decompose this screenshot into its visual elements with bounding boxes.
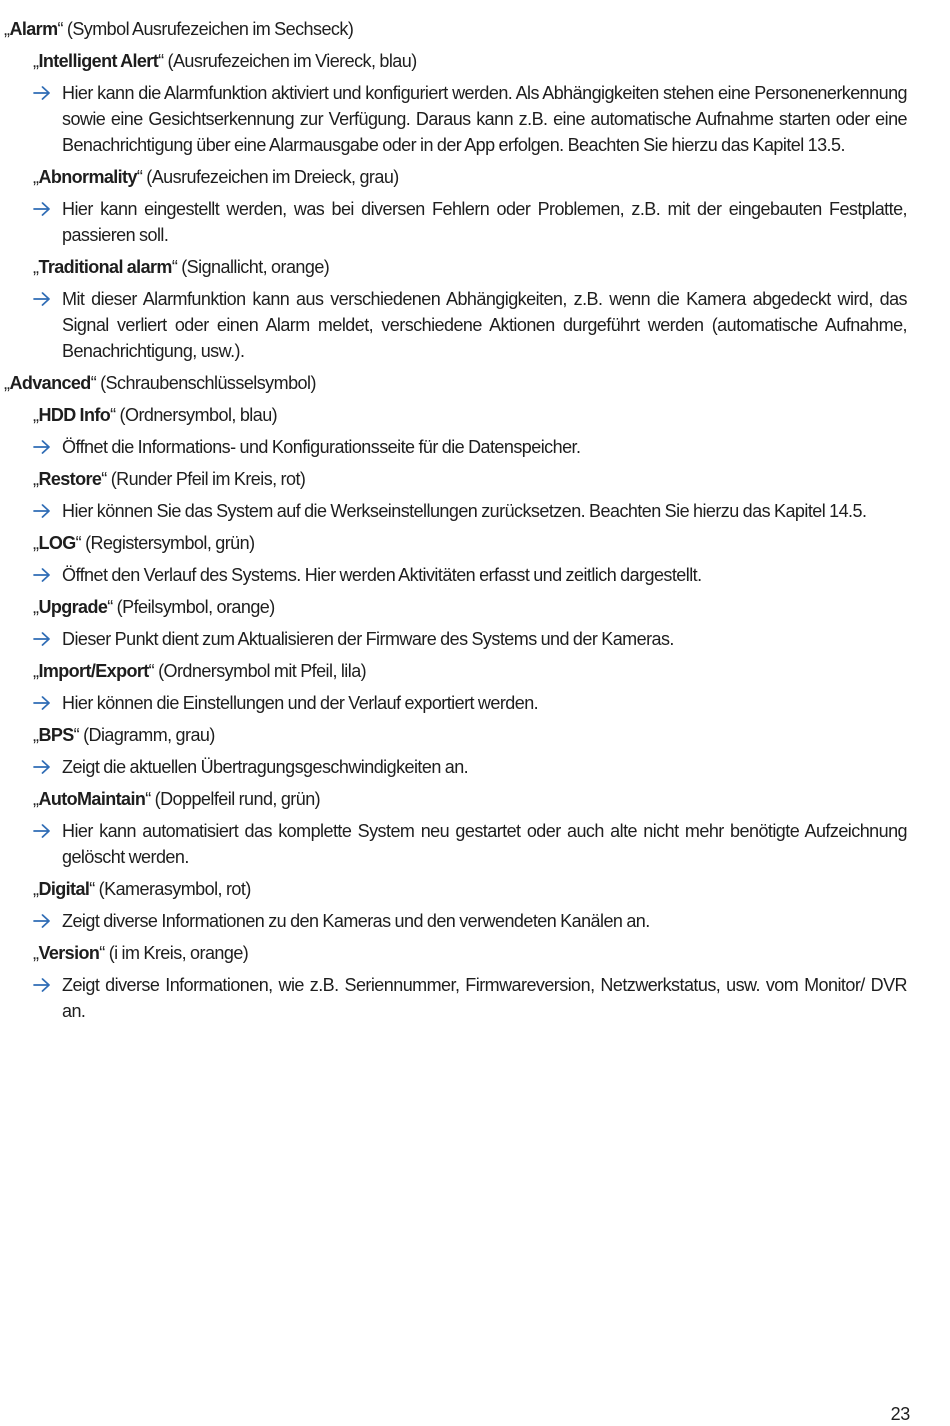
opening-quote: „ <box>4 19 10 39</box>
submenu-heading <box>4 786 907 812</box>
section-heading <box>4 16 907 42</box>
description-text: Hier können Sie das System auf die Werkseinstellungen zurücksetzen. Beachten Sie hierzu das Kapitel 14.5. <box>62 501 867 521</box>
menu-item-name: Alarm <box>9 19 58 39</box>
submenu-heading <box>4 722 907 748</box>
submenu-heading <box>4 48 907 74</box>
arrow-right-icon <box>33 568 51 582</box>
closing-quote: “ <box>107 597 113 617</box>
submenu-heading <box>4 594 907 620</box>
icon-description: (Doppelfeil rund, grün) <box>154 789 321 809</box>
arrow-right-icon <box>33 914 51 928</box>
submenu-heading <box>4 530 907 556</box>
opening-quote: „ <box>33 167 39 187</box>
submenu-heading <box>4 466 907 492</box>
submenu-heading <box>4 402 907 428</box>
menu-item-name: Intelligent Alert <box>38 51 159 71</box>
opening-quote: „ <box>33 469 39 489</box>
arrow-right-icon <box>33 696 51 710</box>
opening-quote: „ <box>33 943 39 963</box>
icon-description: (Ordnersymbol mit Pfeil, lila) <box>158 661 367 681</box>
menu-item-name: AutoMaintain <box>38 789 146 809</box>
function-description <box>4 196 907 248</box>
opening-quote: „ <box>4 373 10 393</box>
function-description <box>4 80 907 158</box>
description-text: Mit dieser Alarmfunktion kann aus verschiedenen Abhängigkeiten, z.B. wenn die Kamera abgedeckt wird, das Signal verliert oder einen Alarm meldet, verschiedene Aktionen durgeführt werden (automatische Aufnahme, Benachrichtigung, usw.). <box>62 289 907 361</box>
submenu-heading <box>4 658 907 684</box>
icon-description: (Diagramm, grau) <box>83 725 215 745</box>
opening-quote: „ <box>33 661 39 681</box>
opening-quote: „ <box>33 257 39 277</box>
function-description <box>4 286 907 364</box>
menu-item-name: LOG <box>38 533 76 553</box>
icon-description: (Ausrufezeichen im Dreieck, grau) <box>146 167 399 187</box>
description-text: Hier kann die Alarmfunktion aktiviert und konfiguriert werden. Als Abhängigkeiten stehen eine Personenerkennung sowie eine Gesichtserkennung zur Verfügung. Daraus kann z.B. eine automatische Aufnahme starten oder eine Benachrichtigung über eine Alarmausgabe oder in der App erfolgen. Beachten Sie hierzu das Kapitel 13.5. <box>62 83 907 155</box>
description-text: Dieser Punkt dient zum Aktualisieren der Firmware des Systems und der Kameras. <box>62 629 674 649</box>
icon-description: (Ausrufezeichen im Viereck, blau) <box>167 51 417 71</box>
closing-quote: “ <box>101 469 107 489</box>
submenu-heading <box>4 940 907 966</box>
opening-quote: „ <box>33 533 39 553</box>
closing-quote: “ <box>99 943 105 963</box>
closing-quote: “ <box>148 661 155 681</box>
menu-item-name: Traditional alarm <box>38 257 172 277</box>
description-text: Hier kann automatisiert das komplette System neu gestartet oder auch alte nicht mehr benötigte Aufzeichnung gelöscht werden. <box>62 821 907 867</box>
opening-quote: „ <box>33 597 39 617</box>
section-heading <box>4 370 907 396</box>
description-text: Öffnet den Verlauf des Systems. Hier werden Aktivitäten erfasst und zeitlich dargestellt. <box>62 565 702 585</box>
arrow-right-icon <box>33 202 51 216</box>
icon-description: (Registersymbol, grün) <box>85 533 255 553</box>
icon-description: (Symbol Ausrufezeichen im Sechseck) <box>66 19 354 39</box>
closing-quote: “ <box>145 789 151 809</box>
description-text: Zeigt diverse Informationen zu den Kameras und den verwendeten Kanälen an. <box>62 911 650 931</box>
function-description <box>4 434 907 460</box>
opening-quote: „ <box>33 51 39 71</box>
arrow-right-icon <box>33 978 51 992</box>
function-description <box>4 908 907 934</box>
menu-item-name: Restore <box>38 469 102 489</box>
menu-description-list <box>4 16 907 1030</box>
icon-description: (i im Kreis, orange) <box>108 943 249 963</box>
arrow-right-icon <box>33 632 51 646</box>
description-text: Zeigt diverse Informationen, wie z.B. Seriennummer, Firmwareversion, Netzwerkstatus, usw. vom Monitor/ DVR an. <box>62 975 907 1021</box>
function-description <box>4 562 907 588</box>
closing-quote: “ <box>90 373 97 393</box>
icon-description: (Pfeilsymbol, orange) <box>116 597 275 617</box>
arrow-right-icon <box>33 504 51 518</box>
function-description <box>4 690 907 716</box>
arrow-right-icon <box>33 292 51 306</box>
closing-quote: “ <box>110 405 116 425</box>
closing-quote: “ <box>136 167 143 187</box>
description-text: Zeigt die aktuellen Übertragungsgeschwindigkeiten an. <box>62 757 469 777</box>
function-description <box>4 818 907 870</box>
closing-quote: “ <box>57 19 63 39</box>
arrow-right-icon <box>33 760 51 774</box>
icon-description: (Ordnersymbol, blau) <box>119 405 278 425</box>
arrow-right-icon <box>33 440 51 454</box>
closing-quote: “ <box>171 257 178 277</box>
menu-item-name: Version <box>38 943 100 963</box>
opening-quote: „ <box>33 879 39 899</box>
description-text: Hier können die Einstellungen und der Verlauf exportiert werden. <box>62 693 539 713</box>
menu-item-name: Import/Export <box>38 661 149 681</box>
menu-item-name: BPS <box>38 725 74 745</box>
opening-quote: „ <box>33 405 39 425</box>
menu-item-name: Upgrade <box>38 597 108 617</box>
menu-item-name: HDD Info <box>38 405 111 425</box>
submenu-heading <box>4 254 907 280</box>
function-description <box>4 754 907 780</box>
description-text: Hier kann eingestellt werden, was bei diversen Fehlern oder Problemen, z.B. mit der eingebauten Festplatte, passieren soll. <box>62 199 907 245</box>
icon-description: (Runder Pfeil im Kreis, rot) <box>110 469 306 489</box>
closing-quote: “ <box>89 879 95 899</box>
page-number: 23 <box>890 1404 910 1424</box>
arrow-right-icon <box>33 824 51 838</box>
submenu-heading <box>4 876 907 902</box>
submenu-heading <box>4 164 907 190</box>
function-description <box>4 498 907 524</box>
opening-quote: „ <box>33 789 39 809</box>
icon-description: (Schraubenschlüsselsymbol) <box>100 373 316 393</box>
function-description <box>4 626 907 652</box>
icon-description: (Signallicht, orange) <box>181 257 330 277</box>
closing-quote: “ <box>75 533 82 553</box>
description-text: Öffnet die Informations- und Konfigurationsseite für die Datenspeicher. <box>62 437 581 457</box>
menu-item-name: Digital <box>38 879 90 899</box>
function-description <box>4 972 907 1024</box>
opening-quote: „ <box>33 725 39 745</box>
icon-description: (Kamerasymbol, rot) <box>98 879 251 899</box>
menu-item-name: Abnormality <box>38 167 137 187</box>
closing-quote: “ <box>73 725 80 745</box>
closing-quote: “ <box>158 51 164 71</box>
arrow-right-icon <box>33 86 51 100</box>
menu-item-name: Advanced <box>9 373 91 393</box>
